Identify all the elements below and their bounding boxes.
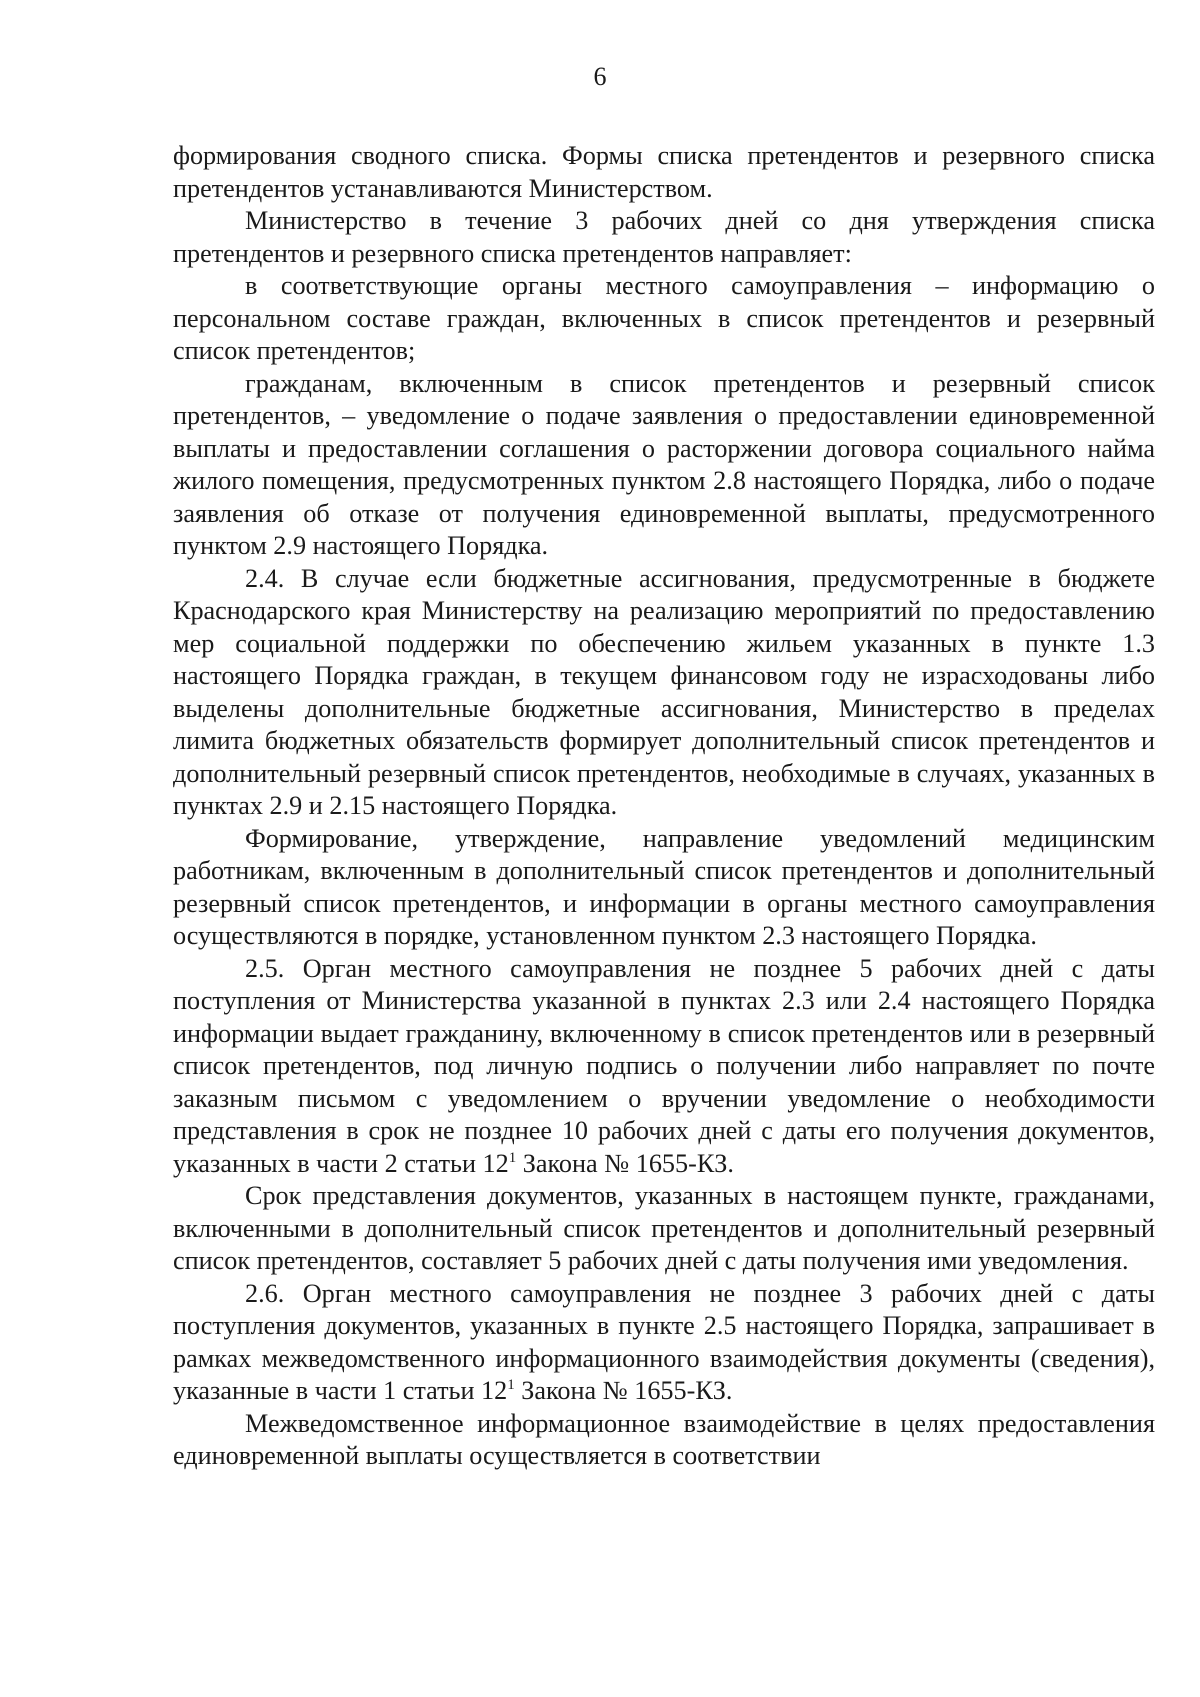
paragraph-2-5: 2.5. Орган местного самоуправления не позднее 5 рабочих дней с даты поступления от Министерства указанной в пунктах 2.3 или 2.4 настоящего Порядка информации выдает гражданину, включенному в список претендентов или в резервный список претендентов, под личную подпись о получении либо направляет по почте заказным письмом с уведомлением о вручении уведомление о необходимости представления в срок не позднее 10 рабочих дней с даты его получения документов, указанных в части 2 статьи $12^1$ Закона № 1655-КЗ.	[173, 953, 1155, 1178]
paragraph-2-6: 2.6. Орган местного самоуправления не позднее 3 рабочих дней с даты поступления документов, указанных в пункте 2.5 настоящего Порядка, запрашивает в рамках межведомственного информационного взаимодействия документы (сведения), указанные в части 1 статьи $12^1$ Закона № 1655-КЗ.	[173, 1278, 1155, 1405]
page-number: 6	[593, 62, 607, 91]
superscript: 1	[507, 1377, 515, 1393]
paragraph-2-4: 2.4. В случае если бюджетные ассигнования, предусмотренные в бюджете Краснодарского края Министерству на реализацию мероприятий по предоставлению мер социальной поддержки по обеспечению жильем указанных в пункте 1.3 настоящего Порядка граждан, в текущем финансовом году не израсходованы либо выделены дополнительные бюджетные ассигнования, Министерство в пределах лимита бюджетных обязательств формирует дополнительный список претендентов и дополнительный резервный список претендентов, необходимые в случаях, указанных в пунктах 2.9 и 2.15 настоящего Порядка.	[173, 563, 1155, 820]
paragraph-local-authorities: в соответствующие органы местного самоуправления – информацию о персональном составе граждан, включенных в список претендентов и резервный список претендентов;	[173, 271, 1155, 365]
paragraph-citizens-notice: гражданам, включенным в список претендентов и резервный список претендентов, – уведомление о подаче заявления о предоставлении единовременной выплаты и предоставлении соглашения о расторжении договора социального найма жилого помещения, предусмотренных пунктом 2.8 настоящего Порядка, либо о подаче заявления об отказе от получения единовременной выплаты, предусмотренного пунктом 2.9 настоящего Порядка.	[173, 368, 1155, 560]
document-body	[173, 140, 1155, 1473]
superscript: 1	[508, 1149, 517, 1166]
paragraph-interagency: Межведомственное информационное взаимодействие в целях предоставления единовременной выплаты осуществляется в соответствии	[173, 1408, 1155, 1470]
paragraph-ministry-sends: Министерство в течение 3 рабочих дней со дня утверждения списка претендентов и резервного списка претендентов направляет:	[173, 206, 1155, 268]
paragraph-continuation: формирования сводного списка. Формы списка претендентов и резервного списка претендентов устанавливаются Министерством.	[173, 141, 1155, 203]
paragraph-formation: Формирование, утверждение, направление уведомлений медицинским работникам, включенным в дополнительный список претендентов и дополнительный резервный список претендентов, и информации в органы местного самоуправления осуществляются в порядке, установленном пунктом 2.3 настоящего Порядка.	[173, 823, 1155, 950]
paragraph-deadline: Срок представления документов, указанных в настоящем пункте, гражданами, включенными в дополнительный список претендентов и дополнительный резервный список претендентов, составляет 5 рабочих дней с даты получения ими уведомления.	[173, 1181, 1155, 1275]
